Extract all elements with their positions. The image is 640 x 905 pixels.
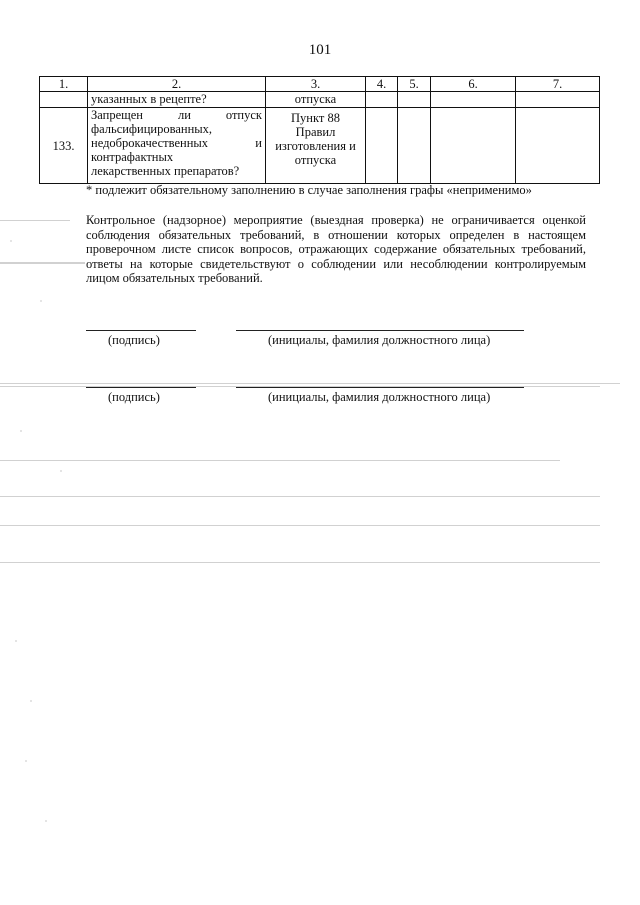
- reference-line: Пункт 88: [291, 111, 340, 125]
- reference-line: отпуска: [294, 153, 337, 167]
- header-cell: 3.: [266, 77, 366, 92]
- page-number: 101: [308, 42, 332, 58]
- question-line: Запрещен ли отпуск: [91, 108, 262, 122]
- num-cell: 133.: [40, 108, 88, 184]
- question-line: фальсифицированных,: [91, 122, 213, 136]
- header-cell: 2.: [88, 77, 266, 92]
- answer-cell: [398, 92, 431, 108]
- question-cell: [88, 108, 266, 184]
- name-line: [236, 387, 524, 388]
- reference-cell: отпуска: [266, 92, 366, 108]
- question-line: контрафактных: [91, 150, 174, 164]
- table-row: [40, 92, 600, 108]
- reference-line: изготовления и: [275, 139, 356, 153]
- question-line: недоброкачественных и: [91, 136, 262, 150]
- num-cell: [40, 92, 88, 108]
- checklist-table: [39, 76, 600, 184]
- control-paragraph: Контрольное (надзорное) мероприятие (выездная проверка) не ограничивается оценкой соблюдения обязательных требований, в отношении которых определен в настоящем проверочном листе список вопросов, отражающих содержание обязательных требований, ответы на которые свидетельствуют о соблюдении или несоблюдении контролируемым лицом обязательных требований.: [86, 213, 586, 285]
- signature-line: [86, 330, 196, 331]
- question-cell: указанных в рецепте?: [88, 92, 266, 108]
- name-label: (инициалы, фамилия должностного лица): [268, 333, 491, 347]
- answer-cell: [431, 108, 516, 184]
- header-cell: 5.: [398, 77, 431, 92]
- answer-cell: [366, 108, 398, 184]
- answer-cell: [431, 92, 516, 108]
- header-cell: 1.: [40, 77, 88, 92]
- answer-cell: [398, 108, 431, 184]
- signature-label: (подпись): [108, 333, 160, 347]
- answer-cell: [516, 92, 600, 108]
- answer-cell: [366, 92, 398, 108]
- footnote: * подлежит обязательному заполнению в случае заполнения графы «неприменимо»: [86, 183, 532, 197]
- name-label: (инициалы, фамилия должностного лица): [268, 390, 491, 404]
- table-header-row: [40, 77, 600, 92]
- signature-label: (подпись): [108, 390, 160, 404]
- signature-line: [86, 387, 196, 388]
- header-cell: 6.: [431, 77, 516, 92]
- table-row: [40, 108, 600, 184]
- name-line: [236, 330, 524, 331]
- reference-cell: [266, 108, 366, 184]
- header-cell: 4.: [366, 77, 398, 92]
- question-line: лекарственных препаратов?: [91, 164, 240, 178]
- answer-cell: [516, 108, 600, 184]
- reference-line: Правил: [295, 125, 336, 139]
- header-cell: 7.: [516, 77, 600, 92]
